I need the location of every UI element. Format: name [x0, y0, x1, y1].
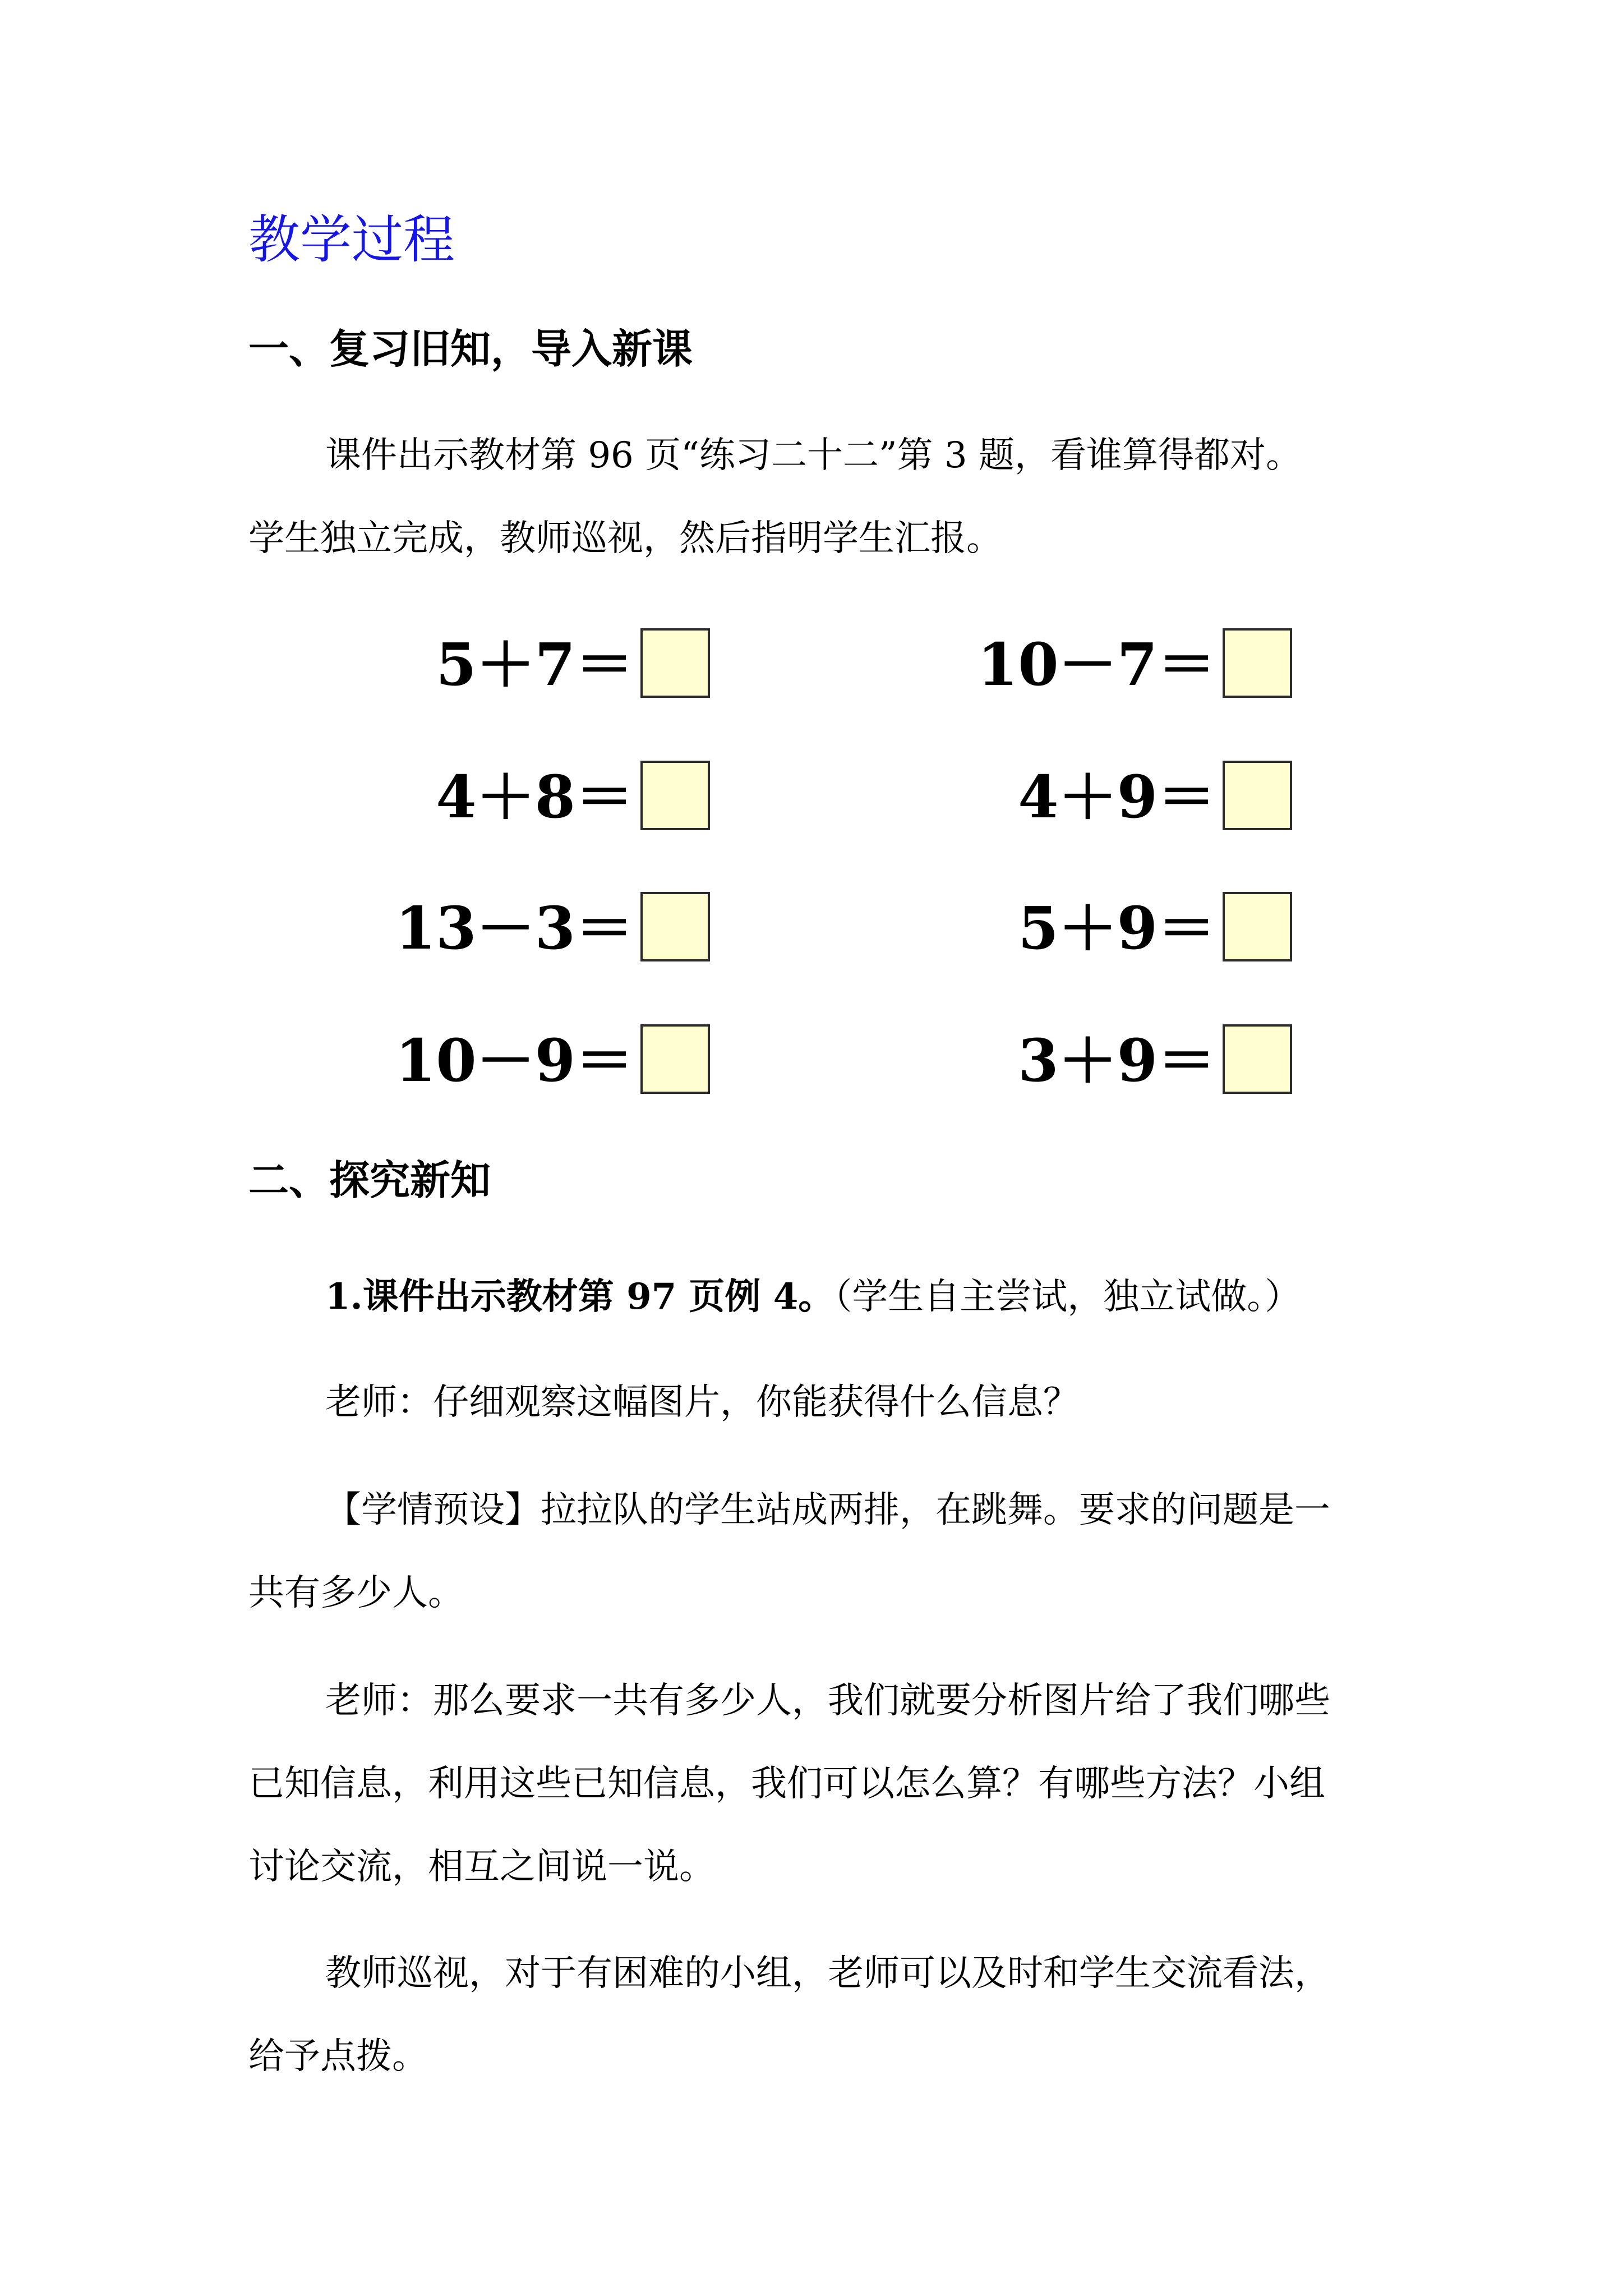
section-heading-explore: 二、探究新知	[248, 1156, 491, 1204]
equation-right-1: 10－7＝	[977, 630, 1216, 699]
item-1-note: （学生自主尝试，独立试做。）	[834, 1276, 1301, 1318]
paragraph-line: 给予点拨。	[248, 2036, 428, 2077]
answer-box[interactable]	[1223, 761, 1292, 830]
equation-right-4: 3＋9＝	[1018, 1026, 1216, 1095]
item-1-label: 1.课件出示教材第 97 页例 4。	[325, 1276, 834, 1318]
equation-left-1: 5＋7＝	[436, 630, 634, 699]
answer-box[interactable]	[640, 1024, 710, 1094]
paragraph-line: 【学情预设】拉拉队的学生站成两排，在跳舞。要求的问题是一	[325, 1489, 1330, 1531]
paragraph-line: 学生独立完成，教师巡视，然后指明学生汇报。	[248, 518, 1002, 559]
paragraph-line: 老师：仔细观察这幅图片，你能获得什么信息？	[325, 1382, 1079, 1423]
equation-left-2: 4＋8＝	[436, 762, 634, 831]
answer-box[interactable]	[1223, 628, 1292, 698]
equation-right-2: 4＋9＝	[1018, 762, 1216, 831]
answer-box[interactable]	[640, 892, 710, 961]
paragraph-line: 老师：那么要求一共有多少人，我们就要分析图片给了我们哪些	[325, 1680, 1330, 1722]
answer-box[interactable]	[640, 628, 710, 698]
answer-box[interactable]	[1223, 892, 1292, 961]
equation-right-3: 5＋9＝	[1018, 894, 1216, 963]
page-title: 教学过程	[248, 210, 455, 270]
equation-left-4: 10－9＝	[395, 1026, 634, 1095]
paragraph-line: 讨论交流，相互之间说一说。	[248, 1846, 715, 1888]
answer-box[interactable]	[1223, 1024, 1292, 1094]
paragraph-line: 课件出示教材第 96 页“练习二十二”第 3 题，看谁算得都对。	[325, 435, 1302, 476]
equation-left-3: 13－3＝	[395, 894, 634, 963]
paragraph-line: 教师巡视，对于有困难的小组，老师可以及时和学生交流看法，	[325, 1953, 1330, 1994]
paragraph-line: 已知信息，利用这些已知信息，我们可以怎么算？有哪些方法？小组	[248, 1763, 1325, 1805]
paragraph-line	[325, 1270, 1301, 1324]
answer-box[interactable]	[640, 761, 710, 830]
paragraph-line: 共有多少人。	[248, 1572, 464, 1614]
section-heading-review: 一、复习旧知，导入新课	[248, 325, 693, 372]
